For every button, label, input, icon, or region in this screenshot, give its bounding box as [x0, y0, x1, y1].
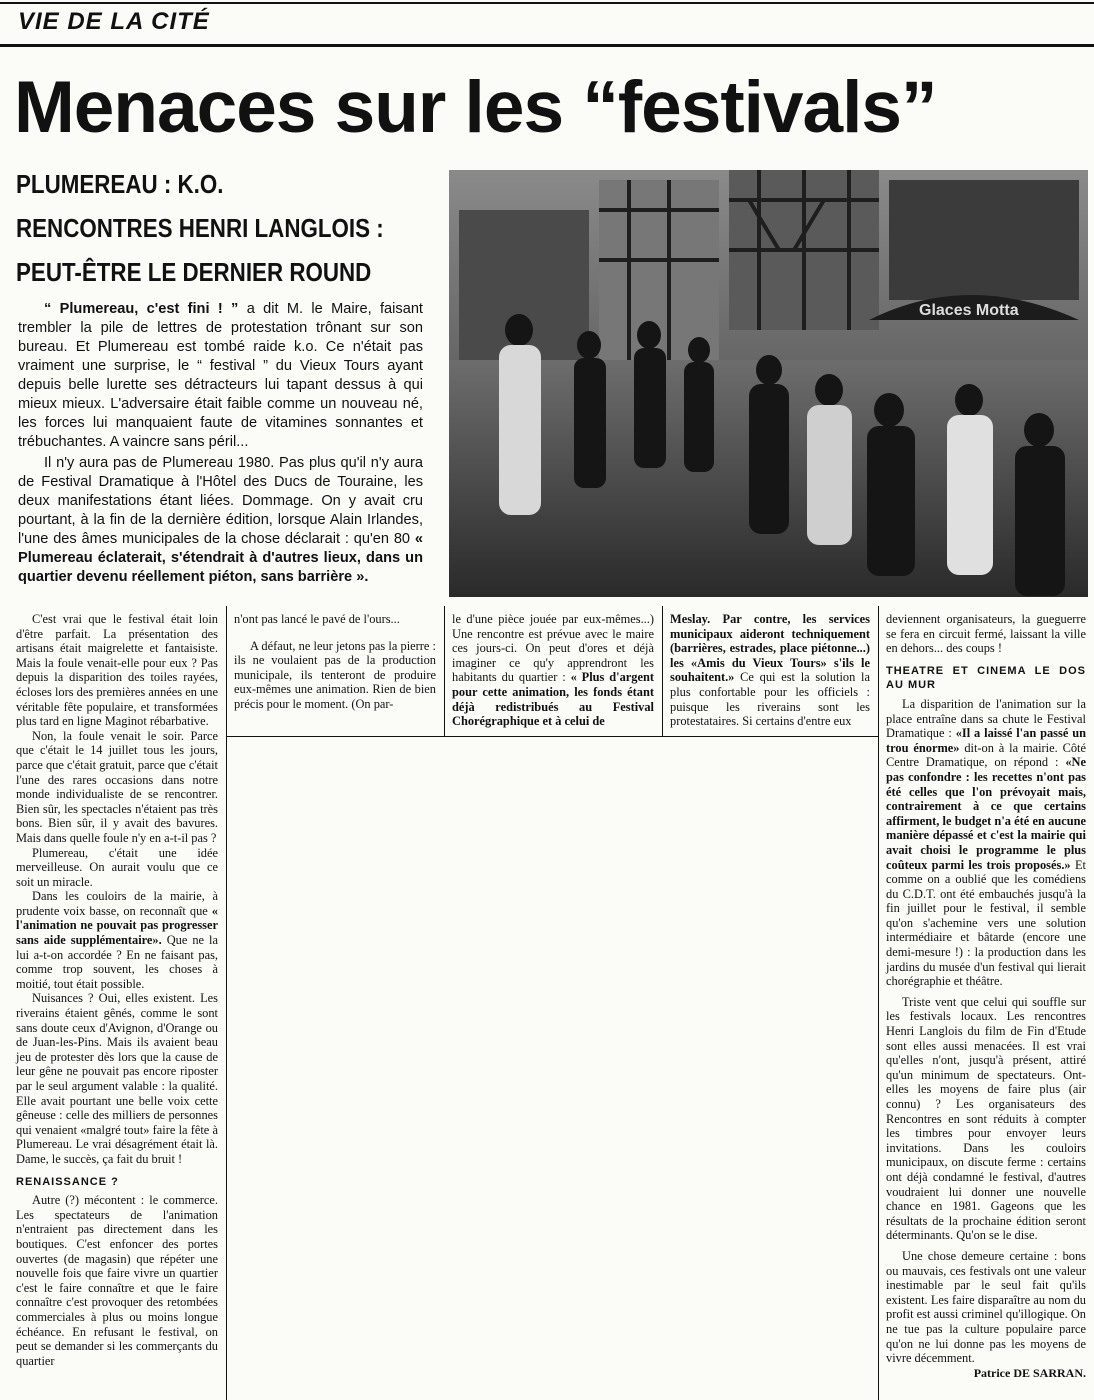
middle-bottom-rule	[226, 736, 878, 737]
intro-paragraph-2	[18, 454, 423, 587]
deck-line-1: PLUMEREAU : K.O.	[16, 169, 224, 199]
column-2	[234, 612, 436, 712]
c1-subhead: RENAISSANCE ?	[16, 1175, 119, 1188]
c3-paragraph-1	[452, 612, 654, 729]
c5-paragraph-2	[886, 697, 1086, 989]
column-3	[452, 612, 654, 729]
c1-paragraph-4	[16, 889, 218, 991]
c1-p4-bold: « l'animation ne pouvait pas progresser sans aide supplémentaire».	[16, 903, 218, 948]
c2-paragraph-2: A défaut, ne leur jetons pas la pierre : ils ne voulaient pas de la production municipale, ils tenteront de produire eux-mêmes une animation. Rien de bien précis pour le moment. (On par-	[234, 638, 436, 711]
c5-p2-text-a: La disparition de l'animation sur la place entraîne dans sa chute le Festival Dramatique :	[886, 696, 1086, 741]
deck-line-2: RENCONTRES HENRI LANGLOIS :	[16, 213, 384, 243]
top-rule	[0, 2, 1094, 4]
intro-p2-bold: « Plumereau éclaterait, s'étendrait à d'autres lieux, dans un quartier devenu réellement piéton, sans barrière ».	[18, 531, 423, 585]
intro-quote: “ Plumereau, c'est fini ! ”	[44, 301, 239, 317]
umbrella-sign: Glaces Motta	[919, 302, 1019, 319]
c5-paragraph-3: Triste vent que celui qui souffle sur les festivals locaux. Les rencontres Henri Langlois du film de Fin d'Etude sont elles aussi menacées. Il est vrai qu'elles n'ont, jusqu'à présent, attiré qu'un minimum de spectateurs. Ont-elles les moyens de faire plus (air connu) ? Les organisateurs des Rencontres en sont réduits à compter les timbres pour envoyer leurs invitations. Dans les couloirs municipaux, on discute ferme : certains ont déjà condamné le festival, d'autres voudraient lui donner une nouvelle chance en 1981. Gageons que les résultats de la prochaine édition seront déterminants. Qu'on se le dise.	[886, 994, 1086, 1243]
column-rule-2	[444, 606, 445, 736]
signature: Patrice DE SARRAN.	[973, 1365, 1086, 1380]
c5-subhead: THEATRE ET CINEMA LE DOS AU MUR	[886, 664, 1086, 692]
c3-p1-text: le d'une pièce jouée par eux-mêmes...) Une rencontre est prévue avec le maire ces jours-ci. On peut d'ores et déjà imaginer ce qu'y apprendront les habitants du quartier :	[452, 612, 654, 685]
c4-p1-text: Ce qui est la solution la plus confortable pour les officiels : puisque les riverains sont les protestataires. Si certains d'entre eux	[670, 670, 870, 729]
c1-paragraph-6: Autre (?) mécontent : le commerce. Les spectateurs de l'animation n'entraient pas directement dans les boutiques. C'est enfoncer des portes ouvertes (de magasin) que répéter une nouvelle fois que faire vivre un quartier c'est le faire connaître et que le faire connaître c'est provoquer des retombées commerciales à plus ou moins longue échéance. En refusant le festival, on peut se demander si les commerçants du quartier	[16, 1193, 218, 1368]
c5-p2-text-e: Et comme on a oublié que les comédiens du C.D.T. ont été embauchés jusqu'à la fin juillet pour le festival, il semble qu'on s'achemine vers une solution intermédiaire et bâtarde (encore une demi-mesure !) : la production dans les jardins du musée d'un festival qui lierait chorégraphie et théâtre.	[886, 857, 1086, 989]
c5-paragraph-4: Une chose demeure certaine : bons ou mauvais, ces festivals ont une valeur inestimable par le seul fait qu'ils existent. Les faire disparaître au nom du profit est aussi criminel qu'illogique. On ne tue pas la culture populaire parce qu'on ne lui donne pas les moyens de vivre décemment.	[886, 1248, 1086, 1366]
column-rule-1	[226, 606, 227, 1400]
column-rule-3	[662, 606, 663, 736]
c1-paragraph-2: Non, la foule venait le soir. Parce que c'était le 14 juillet tous les jours, parce que c'était gratuit, parce que c'était l'une des rares occasions dans notre monde individualiste de se rencontrer. Bien sûr, les spectacles n'étaient pas très bons. Bien sûr, il y avait des bavures. Mais dans quelle foule n'y en a-t-il pas ?	[16, 728, 218, 845]
photo-illustration	[449, 170, 1088, 597]
column-1	[16, 612, 218, 1368]
c5-p2-bold-b: «Il a laissé l'an passé un trou énorme»	[886, 726, 1086, 755]
c2-paragraph-1: n'ont pas lancé le pavé de l'ours...	[234, 612, 400, 626]
headline: Menaces sur les “festivals”	[14, 67, 937, 148]
deck-line-3: PEUT-ÊTRE LE DERNIER ROUND	[16, 257, 372, 287]
c5-p2-bold-d: «Ne pas confondre : les recettes n'ont pas été celles que l'on prévoyait mais, contrairement à ce que certains affirment, le budget n'a été en aucune manière dépassé et c'est la mairie qui avait choisi le programme le plus coûteux parmi les trois proposés.»	[886, 755, 1086, 872]
c4-paragraph-1	[670, 612, 870, 729]
intro-p1-text: a dit M. le Maire, faisant trembler la pile de lettres de protestation trônant sur son bureau. Et Plumereau est tombé raide k.o. Ce n'était pas vraiment une surprise, le “ festival ” du Vieux Tours ayant depuis belle lurette ses détracteurs lui tapant dessus à qui mieux mieux. L'adversaire était faible comme un nouveau né, les forces lui manquaient faute de vitamines sonnantes et trébuchantes. A vaincre sans péril...	[18, 301, 423, 450]
deck	[16, 162, 384, 294]
c4-p1-bold: Meslay. Par contre, les services municipaux aideront techniquement (barrières, estrades, place piétonne...) les «Amis du Vieux Tours» s'ils le souhaitent.»	[670, 612, 870, 685]
column-5	[886, 612, 1086, 1380]
c3-p1-bold: « Plus d'argent pour cette animation, les fonds étant déjà redistribués au Festival Chorégraphique et à celui de	[452, 670, 654, 729]
rubric-rule	[0, 44, 1094, 47]
c1-paragraph-5: Nuisances ? Oui, elles existent. Les riverains étaient gênés, comme le sont sans doute ceux d'Avignon, d'Orange ou de Juan-les-Pins. Mais ils avaient beau jeu de protester dès lors que la cause de leur gêne ne pouvait pas encore riposter par le seul argument valable : la qualité. Elle avait pourtant une belle voix cette gêneuse : celle des milliers de personnes qui venaient «malgré tout» faire la fête à Plumereau. Le vrai désagrément était là. Dame, le succès, ça fait du bruit !	[16, 991, 218, 1166]
c1-paragraph-3: Plumereau, c'était une idée merveilleuse. On aurait voulu que ce soit un miracle.	[16, 845, 218, 889]
c5-paragraph-1: deviennent organisateurs, la gueguerre se fera en circuit fermé, laissant la ville en dehors... des coups !	[886, 612, 1086, 656]
intro-p2-text: Il n'y aura pas de Plumereau 1980. Pas plus qu'il n'y aura de Festival Dramatique à l'Hôtel des Ducs de Touraine, les deux manifestations étant liées. Dommage. On y avait cru pourtant, à la fin de la dernière édition, lorsque Alain Irlandes, l'une des âmes municipales de la chose déclarait : qu'en 80	[18, 455, 423, 547]
column-4	[670, 612, 870, 729]
intro-paragraph-1	[18, 300, 423, 452]
section-rubric: VIE DE LA CITÉ	[18, 8, 210, 35]
column-rule-4	[878, 606, 879, 1400]
c1-p4-text-a: Dans les couloirs de la mairie, à prudente voix basse, on reconnaît que	[16, 889, 218, 918]
c1-paragraph-1: C'est vrai que le festival était loin d'être parfait. La présentation des artisans était maigrelette et fantaisiste. Mais la foule venait-elle pour eux ? Pas depuis la disparition des toiles rayées, écloses lors des premières années en une véritable fête populaire, et transformées plus tard en ligne Maginot rébarbative.	[16, 612, 218, 729]
c1-p4-text-c: Que ne la lui a-t-on accordée ? En ne faisant pas, comme trop souvent, les choses à moitié, tout était possible.	[16, 933, 218, 991]
intro-text	[18, 300, 423, 589]
street-photo	[449, 170, 1088, 597]
c5-p2-text-c: dit-on à la mairie. Côté Centre Dramatique, on répond :	[886, 740, 1086, 770]
